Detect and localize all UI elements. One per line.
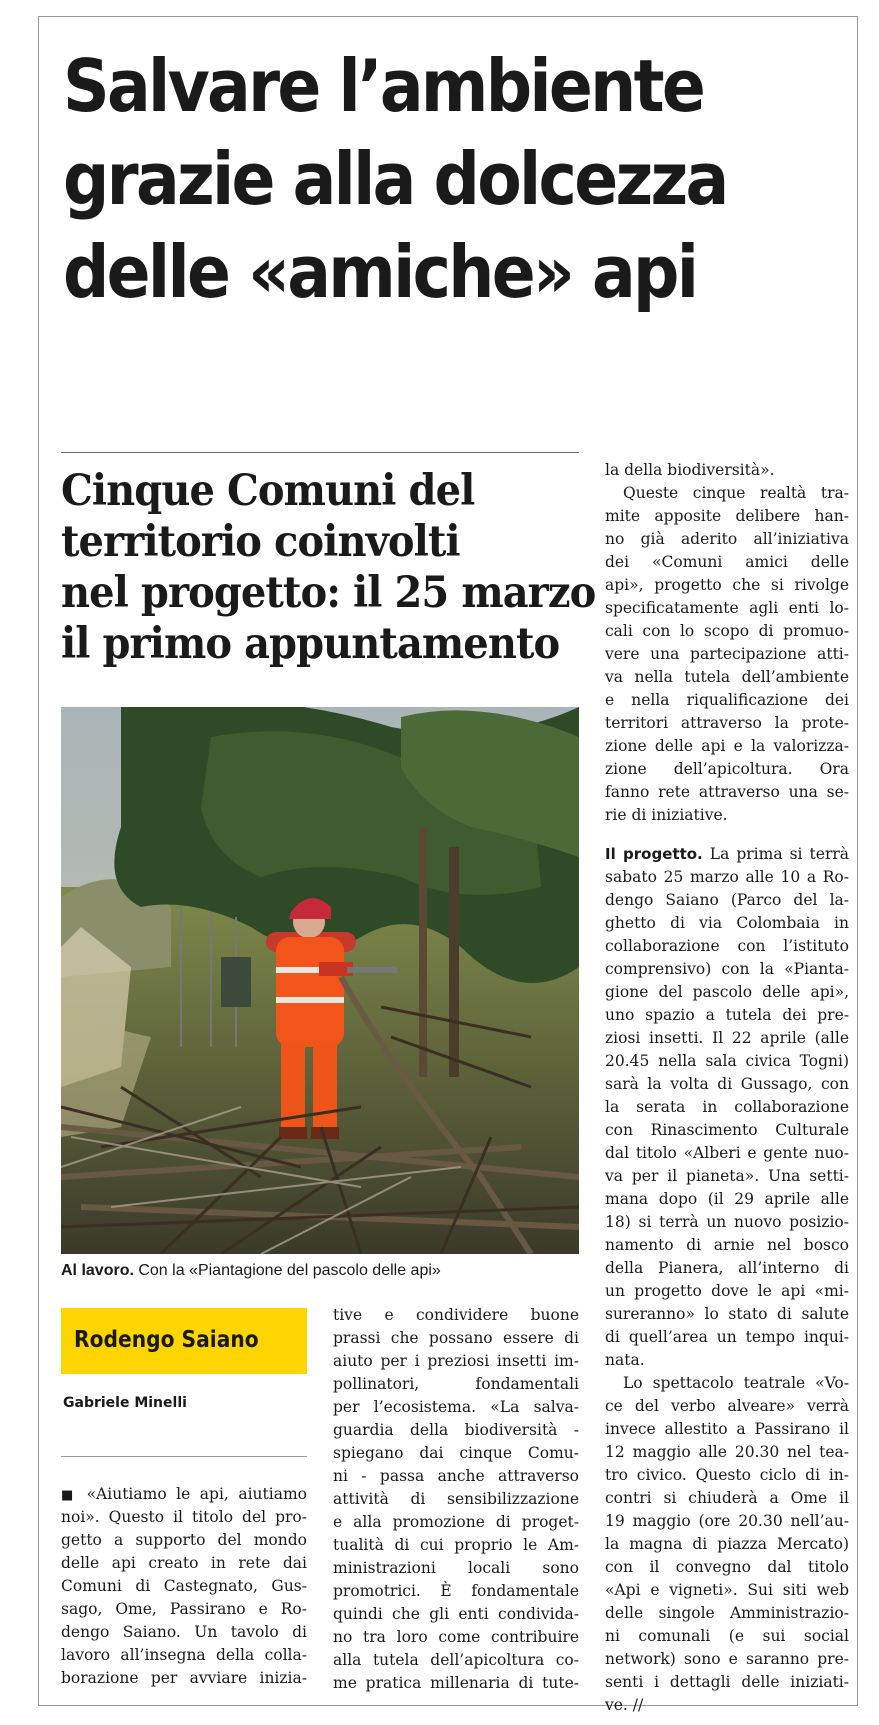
section-lead: Il progetto.	[605, 845, 703, 863]
text-line: contri si chiuderà a Ome il	[605, 1489, 849, 1507]
text-line: pollinatori, fondamentali	[333, 1375, 579, 1393]
text-line	[605, 843, 849, 866]
text-line: noi». Questo il titolo del pro-	[61, 1508, 307, 1526]
text-line: 18) si terrà un nuovo posizio-	[605, 1213, 849, 1231]
text-line: rie di iniziative.	[605, 806, 728, 824]
text-line: territori attraverso la prote-	[605, 714, 849, 732]
text-line: delle api creato in rete dai	[61, 1554, 307, 1572]
text-line: 19 maggio (ore 20.30 nell’au-	[605, 1512, 849, 1530]
text-line: guardia della biodiversità -	[333, 1421, 579, 1439]
text-line: borazione per avviare inizia-	[61, 1669, 307, 1687]
text-line: tive e condividere buone	[333, 1306, 579, 1324]
text-line: dal titolo «Alberi e gente nuo-	[605, 1144, 849, 1162]
location-label: Rodengo Saiano	[74, 1327, 259, 1353]
headline	[63, 40, 765, 319]
text-line	[61, 1483, 307, 1506]
byline-rule	[61, 1456, 307, 1457]
text-line: mite apposite delibere han-	[605, 507, 849, 525]
photo-illustration	[61, 707, 579, 1254]
text-line: getto a supporto del mondo	[61, 1531, 307, 1549]
text-line: va per il pianeta». Una setti-	[605, 1167, 849, 1185]
caption-text: Con la «Piantagione del pascolo delle api»	[133, 1262, 441, 1279]
text-line: un progetto dove le api «mi-	[605, 1282, 849, 1300]
text-line: va nella tutela dell’ambiente	[605, 668, 849, 686]
paragraph-marker-icon: ■	[61, 1488, 87, 1503]
text-line: collaborazione con l’istituto	[605, 937, 849, 955]
text-line: sarà la volta di Gussago, con	[605, 1075, 849, 1093]
subheadline-line: territorio coinvolti	[61, 517, 460, 567]
text-line: tro civico. Questo ciclo di in-	[605, 1466, 849, 1484]
headline-line: grazie alla dolcezza	[63, 137, 727, 221]
text-line: dei «Comuni amici delle	[605, 553, 849, 571]
text-line: quindi che gli enti condivida-	[333, 1605, 579, 1623]
text-line: 20.45 nella sala civica Togni)	[605, 1052, 849, 1070]
text-line: alla tutela dell’apicoltura co-	[333, 1651, 579, 1669]
text-line: me pratica millenaria di tute-	[333, 1674, 579, 1692]
text-line: ni - passa anche attraverso	[333, 1467, 579, 1485]
text-line: tualità di cui proprio le Am-	[333, 1536, 579, 1554]
text-line: cali con lo scopo di promuo-	[605, 622, 849, 640]
text-line: zione delle api e la valorizza-	[605, 737, 849, 755]
text-line: sabato 25 marzo alle 10 a Ro-	[605, 868, 849, 886]
text-line: Queste cinque realtà tra-	[623, 484, 849, 502]
headline-line: delle «amiche» api	[63, 230, 697, 314]
text-line: delle singole Amministrazio-	[605, 1604, 849, 1622]
text-line: lavoro all’insegna della colla-	[61, 1646, 307, 1664]
text-line: nata.	[605, 1351, 645, 1369]
text-line: Lo spettacolo teatrale «Vo-	[623, 1374, 849, 1392]
headline-line: Salvare l’ambiente	[63, 44, 704, 128]
text-line: 12 maggio alle 20.30 nel tea-	[605, 1443, 849, 1461]
text-line: della Pianera, all’interno di	[605, 1259, 849, 1277]
subheadline-line: nel progetto: il 25 marzo	[61, 568, 596, 618]
text-line: api», progetto che si rivolge	[605, 576, 849, 594]
text-line: mana dopo (il 29 aprile alle	[605, 1190, 849, 1208]
text-line: di quell’area un tempo inqui-	[605, 1328, 849, 1346]
text-line: specificatamente agli enti lo-	[605, 599, 849, 617]
text-line: aiuto per i preziosi insetti im-	[333, 1352, 579, 1370]
subheadline-line: Cinque Comuni del	[61, 466, 475, 516]
text-line: dengo Saiano. Un tavolo di	[61, 1623, 307, 1641]
text-line: sago, Ome, Passirano e Ro-	[61, 1600, 307, 1618]
text-line: spiegano dai cinque Comu-	[333, 1444, 579, 1462]
author-byline: Gabriele Minelli	[63, 1395, 187, 1411]
text-line: «Api e vigneti». Sui siti web	[605, 1581, 849, 1599]
text-line-content: La prima si terrà	[702, 845, 850, 863]
article-photo	[61, 707, 579, 1254]
text-line: la serata in collaborazione	[605, 1098, 849, 1116]
text-line: Comuni di Castegnato, Gus-	[61, 1577, 307, 1595]
subhead-rule	[61, 452, 579, 453]
text-line: no tra loro come contribuire	[333, 1628, 579, 1646]
text-line: la della biodiversità».	[605, 461, 775, 479]
text-line: dengo Saiano (Parco del la-	[605, 891, 849, 909]
text-line: network) sono e saranno pre-	[605, 1650, 849, 1668]
text-line: uno spazio a tutela dei pre-	[605, 1006, 849, 1024]
caption-lead: Al lavoro.	[61, 1262, 134, 1279]
location-tag	[61, 1308, 307, 1374]
text-line: invece allestito a Passirano il	[605, 1420, 849, 1438]
subheadline-line: il primo appuntamento	[61, 619, 560, 669]
text-line: ministrazioni locali sono	[333, 1559, 579, 1577]
text-line: con il convegno dal titolo	[605, 1558, 849, 1576]
photo-caption	[61, 1261, 581, 1281]
text-line: namento di arnie nel bosco	[605, 1236, 849, 1254]
article-column-1	[61, 1483, 307, 1690]
text-line: ce del verbo alveare» verrà	[605, 1397, 849, 1415]
article-column-2	[333, 1304, 579, 1695]
article-column-3	[605, 459, 849, 1717]
text-line: ve. //	[605, 1696, 644, 1714]
text-line: ghetto di via Colombaia in	[605, 914, 849, 932]
text-line: vere una partecipazione atti-	[605, 645, 849, 663]
text-line: comprensivo) con la «Pianta-	[605, 960, 849, 978]
text-line: prassi che possano essere di	[333, 1329, 579, 1347]
text-line: e nella riqualificazione dei	[605, 691, 849, 709]
text-line: con Rinascimento Culturale	[605, 1121, 849, 1139]
text-line: la magna di piazza Mercato)	[605, 1535, 849, 1553]
text-line: attività di sensibilizzazione	[333, 1490, 579, 1508]
text-line: promotrici. È fondamentale	[333, 1582, 579, 1600]
text-line: fanno rete attraverso una se-	[605, 783, 849, 801]
text-line: per l’ecosistema. «La salva-	[333, 1398, 579, 1416]
text-line: no già aderito all’iniziativa	[605, 530, 849, 548]
text-line: ziosi insetti. Il 22 aprile (alle	[605, 1029, 849, 1047]
text-line: sureranno» lo stato di salute	[605, 1305, 849, 1323]
text-line: zione dell’apicoltura. Ora	[605, 760, 849, 778]
text-line: e alla promozione di proget-	[333, 1513, 579, 1531]
text-line: senti i dettagli delle iniziati-	[605, 1673, 849, 1691]
text-line: gione del pascolo delle api»,	[605, 983, 849, 1001]
text-line-content: «Aiutiamo le api, aiutiamo	[86, 1485, 307, 1503]
text-line: ni comunali (e sui social	[605, 1627, 849, 1645]
subheadline	[61, 466, 596, 670]
